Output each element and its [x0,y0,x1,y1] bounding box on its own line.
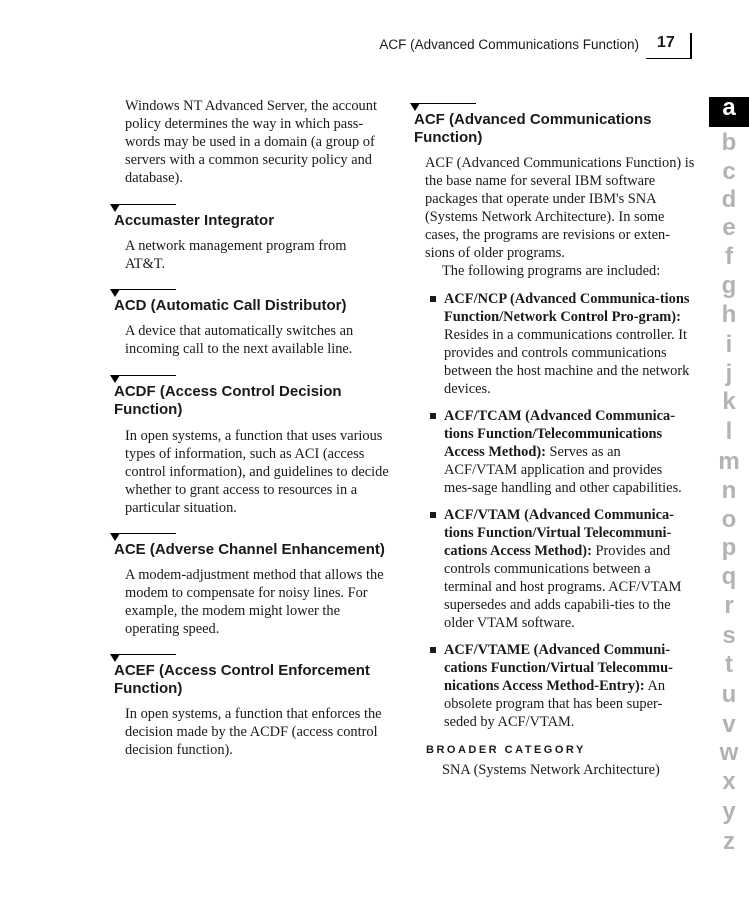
alphabet-letter-g: g [721,272,737,299]
entry-marker [110,531,176,541]
alphabet-letter-b: b [721,129,737,156]
program-name: ACF/NCP (Advanced Communica-tions Function/Network Control Pro-gram): [444,291,690,325]
program-description: Resides in a communications controller. It provides and controls communications between the host machine and the network devices. [444,327,690,397]
program-description: An obsolete program that has been super-seded by ACF/VTAM. [444,678,666,730]
list-item [444,641,692,731]
entry-definition-acef: In open systems, a function that enforces the decision made by the ACDF (access control decision function). [125,706,382,758]
program-name: ACF/VTAME (Advanced Communi-cations Function/Virtual Telecommu-nications Access Method-Entry): [444,642,673,694]
entry-term-acdf: ACDF (Access Control Decision Function) [114,383,342,418]
entry-marker [110,287,176,297]
alphabet-letter-e: e [722,214,736,241]
alphabet-letter-d: d [721,186,737,213]
page-number: 17 [657,34,675,51]
intro-paragraph: Windows NT Advanced Server, the account policy determines the way in which pass-words may be used in a domain (a group of servers with a common security policy and database). [125,98,377,186]
alphabet-letter-h: h [721,301,737,328]
entry-definition-ace: A modem-adjustment method that allows the modem to compensate for noisy lines. For example, the modem might lower the operating speed. [125,567,384,637]
bullet-icon [430,512,436,518]
broader-category-label: BROADER CATEGORY [426,744,586,756]
alphabet-letter-v: v [722,711,736,738]
header-rule [646,58,691,59]
alphabet-letter-r: r [724,592,734,619]
alphabet-letter-u: u [721,681,737,708]
entry-definition-acdf: In open systems, a function that uses various types of information, such as ACI (access control information), and guidelines to decide whether to grant access to resources in a particular situation. [125,428,389,516]
running-header-title: ACF (Advanced Communications Function) [379,37,639,52]
entry-marker [110,202,176,212]
program-name: ACF/TCAM (Advanced Communica-tions Function/Telecommunications Access Method): [444,408,676,460]
alphabet-letter-t: t [725,651,733,678]
entry-marker [410,101,476,111]
program-description: Provides and controls communications between a terminal and host programs. ACF/VTAM supersedes and adds capabili-ties to the older VTAM software. [444,543,682,631]
alphabet-letter-x: x [722,768,736,795]
alphabet-letter-f: f [725,243,733,270]
entry-term-acf: ACF (Advanced Communications Function) [414,111,652,146]
entry-term-acd: ACD (Automatic Call Distributor) [114,297,347,314]
alphabet-letter-z: z [723,828,735,855]
alphabet-letter-i: i [725,331,733,358]
bullet-icon [430,647,436,653]
alphabet-letter-y: y [722,798,736,825]
alphabet-letter-p: p [721,534,737,561]
entry-definition-acd: A device that automatically switches an incoming call to the next available line. [125,323,354,357]
entry-term-accumaster: Accumaster Integrator [114,212,275,229]
alphabet-letter-l: l [725,418,733,445]
bullet-icon [430,296,436,302]
alphabet-letter-o: o [721,506,737,533]
entry-term-acef: ACEF (Access Control Enforcement Function) [114,662,370,697]
list-item [444,407,692,497]
alphabet-letter-j: j [725,360,733,387]
list-item [444,290,692,398]
alphabet-letter-q: q [721,563,737,590]
program-name: ACF/VTAM (Advanced Communica-tions Function/Virtual Telecommuni-cations Access Method): [444,507,674,559]
alphabet-letter-a: a [722,94,736,121]
broader-category-value: SNA (Systems Network Architecture) [442,762,660,778]
alphabet-letter-m: m [718,448,740,475]
alphabet-letter-c: c [722,158,736,185]
alphabet-letter-w: w [719,739,739,766]
program-description: Serves as an ACF/VTAM application and provides mes-sage handling and other capabilities. [444,444,682,496]
alphabet-letter-s: s [722,622,736,649]
entry-marker [110,652,176,662]
programs-lead: The following programs are included: [442,263,661,279]
entry-definition-acf: ACF (Advanced Communications Function) is the base name for several IBM software packages that operate under IBM's SNA (Systems Network Architecture). In some cases, the programs are revisions or exten-sions of older programs. [425,155,695,261]
entry-definition-accumaster: A network management program from AT&T. [125,238,347,272]
alphabet-letter-k: k [722,388,736,415]
bullet-icon [430,413,436,419]
entry-term-ace: ACE (Adverse Channel Enhancement) [114,541,385,558]
list-item [444,506,692,632]
alphabet-letter-n: n [721,477,737,504]
header-rule-vertical [690,33,692,59]
entry-marker [110,373,176,383]
